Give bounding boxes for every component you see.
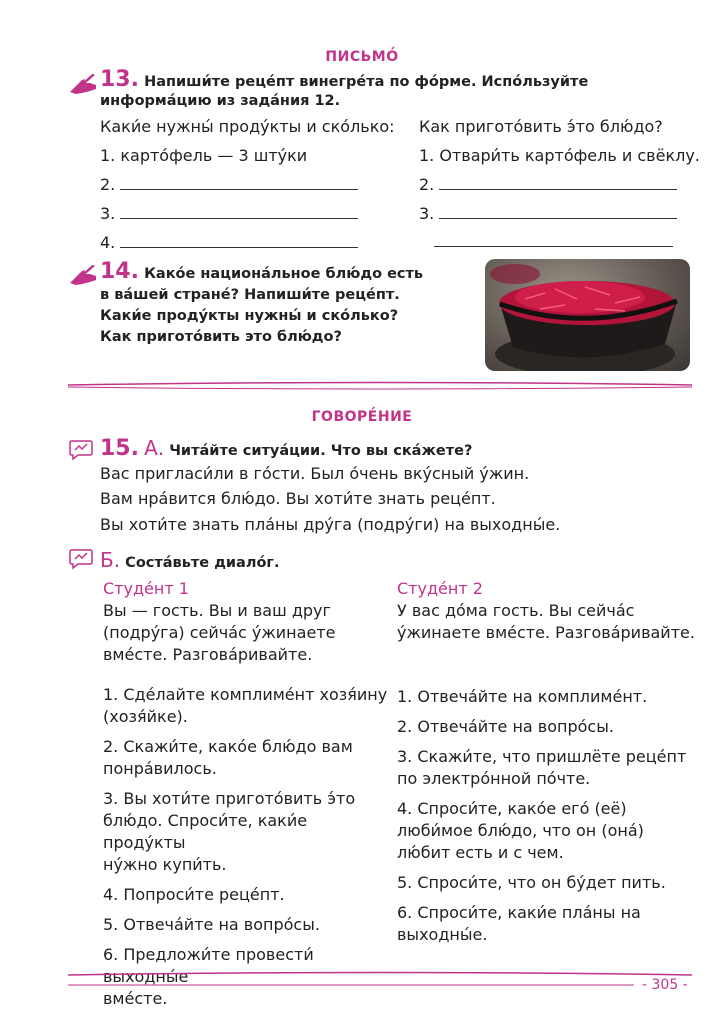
student-2-intro: У вас до́ма гость. Вы сейча́с у́жинаете вме́сте. Разгова́ривайте. bbox=[397, 601, 695, 642]
ingredient-4-blank[interactable] bbox=[120, 233, 358, 248]
writing-hand-icon bbox=[68, 265, 98, 289]
list-item: 5. Отвеча́йте на вопро́сы. bbox=[103, 915, 320, 934]
ingredient-2-blank[interactable] bbox=[120, 175, 358, 190]
task14-line-4: Как пригото́вить это блю́до? bbox=[100, 329, 342, 345]
task15-number: 15. bbox=[100, 436, 139, 461]
ingredient-3-blank[interactable] bbox=[120, 204, 358, 219]
step-2-blank[interactable] bbox=[439, 175, 677, 190]
task15-a-header bbox=[100, 436, 472, 463]
speech-bubble-icon bbox=[68, 439, 94, 461]
task14-number: 14. bbox=[100, 259, 139, 284]
list-item: 1. Отвеча́йте на комплиме́нт. bbox=[397, 687, 648, 706]
ingredient-4: 4. bbox=[100, 232, 358, 254]
ingredient-1: 1. карто́фель — 3 шту́ки bbox=[100, 146, 308, 165]
list-item: 3. Вы хоти́те пригото́вить э́то блю́до. Спроси́те, каки́е проду́кты ну́жно купи́ть. bbox=[103, 789, 356, 874]
task14-line-1: Како́е национа́льное блю́до есть bbox=[144, 266, 424, 282]
task15-b-letter: Б. bbox=[100, 548, 121, 572]
task13-number: 13. bbox=[100, 67, 139, 92]
task14-block bbox=[100, 259, 480, 347]
student-1-intro: Вы — гость. Вы и ваш друг (подру́га) сейча́с у́жинаете вме́сте. Разгова́ривайте. bbox=[103, 601, 336, 664]
beet-salad-photo bbox=[485, 259, 690, 371]
list-item: 1. Сде́лайте комплиме́нт хозя́ину (хозя́йке). bbox=[103, 685, 388, 726]
task14-line-2: в ва́шей стране́? Напиши́те реце́пт. bbox=[100, 287, 400, 303]
section-title-pismo: ПИСЬМО́ bbox=[325, 49, 399, 65]
list-item: 6. Предложи́те провести́ выходны́е вме́сте. bbox=[103, 945, 314, 1008]
task13-instruction: Напиши́те реце́пт винегре́та по фо́рме. Испо́льзуйте информа́цию из зада́ния 12. bbox=[100, 74, 589, 109]
student-2-title: Студе́нт 2 bbox=[397, 579, 483, 598]
section-divider bbox=[68, 378, 692, 392]
speech-bubble-icon bbox=[68, 548, 94, 570]
list-item: 2. Отвеча́йте на вопро́сы. bbox=[397, 717, 614, 736]
step-3-blank[interactable] bbox=[439, 204, 677, 219]
task15-a-instruction: Чита́йте ситуа́ции. Что вы ска́жете? bbox=[169, 443, 473, 459]
list-item: 3. Скажи́те, что пришлёте реце́пт по электро́нной по́чте. bbox=[397, 747, 687, 788]
list-item: 6. Спроси́те, каки́е пла́ны на выходны́е. bbox=[397, 903, 641, 944]
task13-header bbox=[100, 67, 690, 110]
step-1: 1. Отвари́ть карто́фель и свёклу. bbox=[419, 146, 700, 165]
situation-1: Вас пригласи́ли в го́сти. Был о́чень вку́сный у́жин. bbox=[100, 464, 530, 483]
task13-left-header: Каки́е нужны́ проду́кты и ско́лько: bbox=[100, 117, 395, 136]
task13-right-header: Как пригото́вить э́то блю́до? bbox=[419, 117, 663, 136]
task15-a-letter: А. bbox=[144, 436, 165, 460]
list-item: 5. Спроси́те, что он бу́дет пить. bbox=[397, 873, 666, 892]
step-2: 2. bbox=[419, 174, 677, 196]
task14-line-3: Каки́е проду́кты нужны́ и ско́лько? bbox=[100, 308, 399, 324]
page-number: - 305 - bbox=[642, 977, 688, 993]
task15-b-instruction: Соста́вьте диало́г. bbox=[125, 555, 280, 571]
situation-3: Вы хоти́те знать пла́ны дру́га (подру́ги) на выходны́е. bbox=[100, 515, 561, 534]
ingredient-3: 3. bbox=[100, 203, 358, 225]
student-1-title: Студе́нт 1 bbox=[103, 579, 189, 598]
student-2-tasks bbox=[397, 686, 697, 954]
task15-b-header bbox=[100, 548, 280, 575]
list-item: 4. Попроси́те реце́пт. bbox=[103, 885, 285, 904]
student-1-column bbox=[103, 578, 388, 666]
writing-hand-icon bbox=[68, 74, 98, 98]
section-title-govorenie: ГОВОРЕ́НИЕ bbox=[311, 409, 413, 425]
footer-divider bbox=[68, 969, 692, 989]
list-item: 2. Скажи́те, како́е блю́до вам понра́вилось. bbox=[103, 737, 353, 778]
student-1-tasks bbox=[103, 684, 388, 1018]
list-item: 4. Спроси́те, како́е его́ (её) люби́мое блю́до, что он (она́) лю́бит есть и с чем. bbox=[397, 799, 644, 862]
ingredient-2: 2. bbox=[100, 174, 358, 196]
situation-2: Вам нра́вится блю́до. Вы хоти́те знать реце́пт. bbox=[100, 489, 496, 508]
step-4-blank[interactable] bbox=[434, 232, 673, 247]
step-3: 3. bbox=[419, 203, 677, 225]
student-2-column bbox=[397, 578, 697, 644]
